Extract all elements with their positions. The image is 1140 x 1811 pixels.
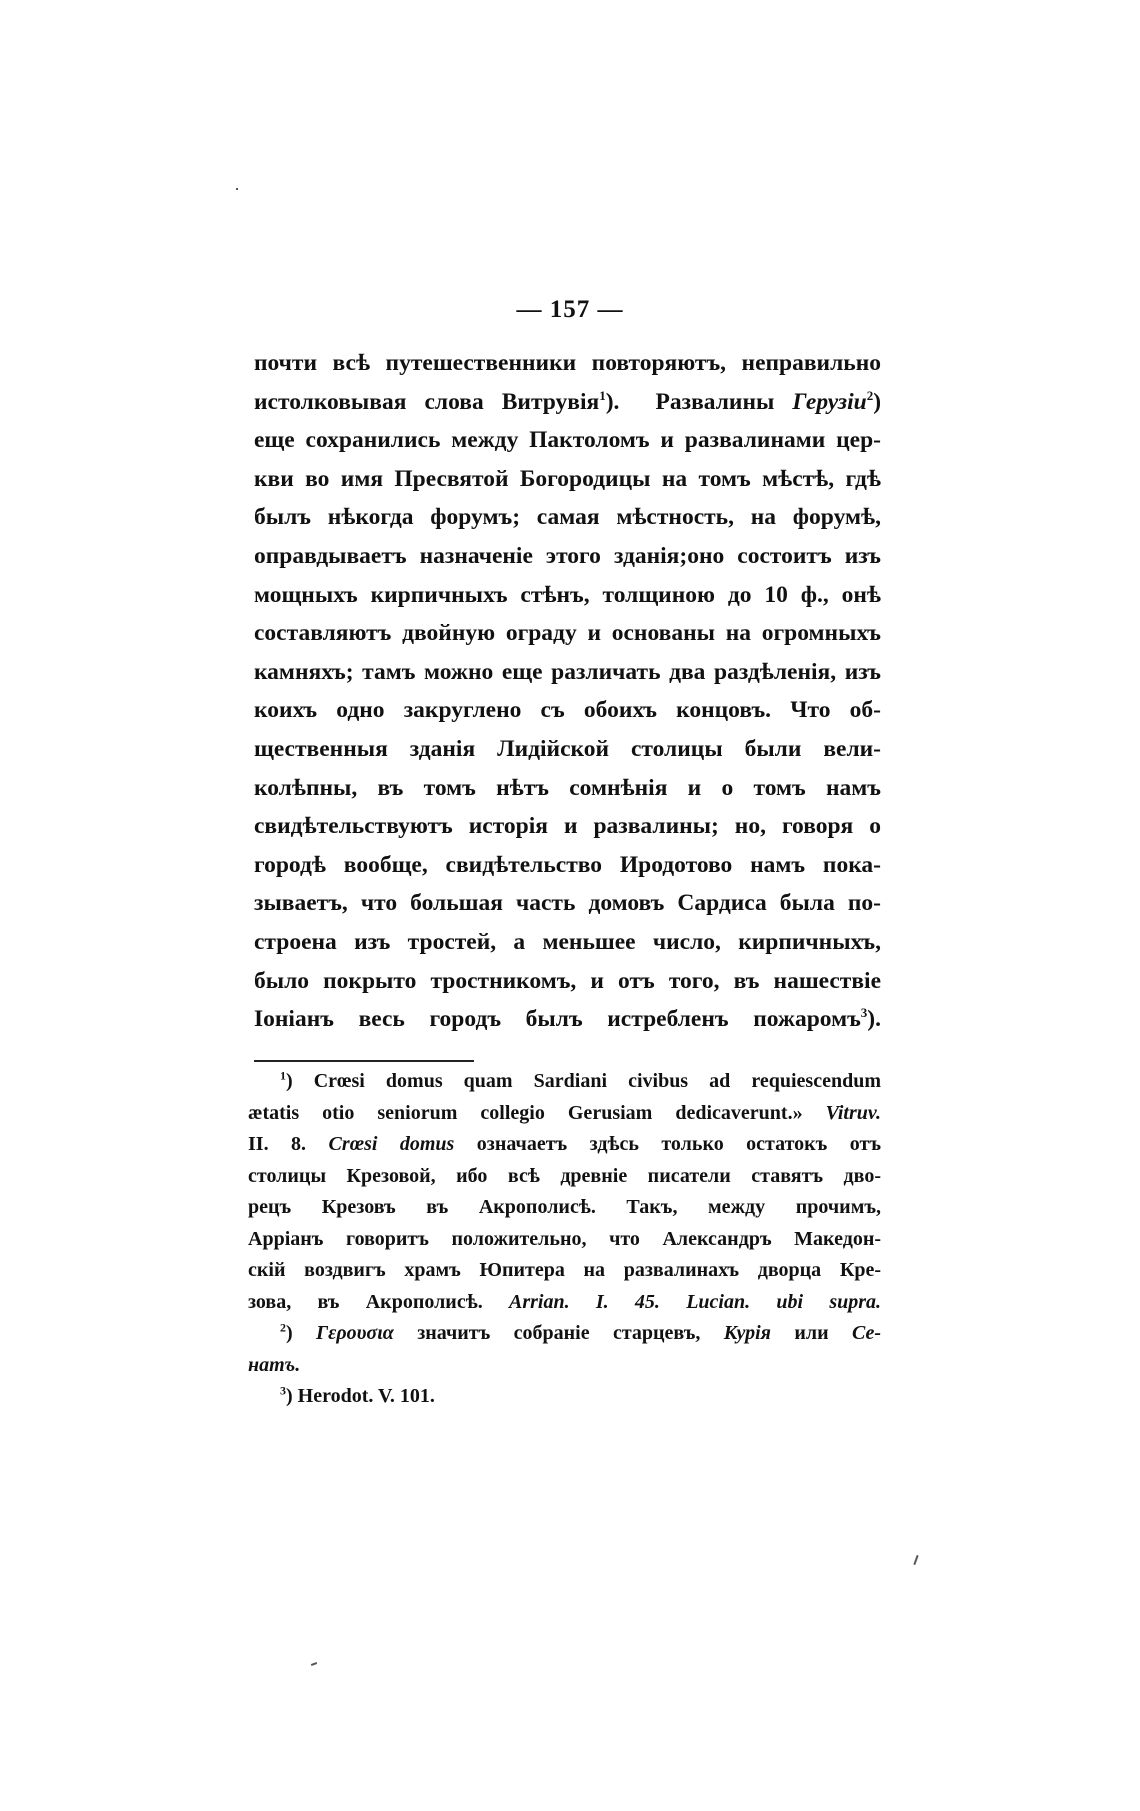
body-line-text: ). bbox=[605, 388, 620, 415]
body-line: камняхъ; тамъ можно еще различать два раздѣленія, изъ bbox=[254, 658, 881, 685]
body-line: кви во имя Пресвятой Богородицы на томъ мѣстѣ, гдѣ bbox=[254, 465, 881, 492]
footnote-ref: 1 bbox=[599, 387, 606, 403]
footnote-1-line bbox=[248, 1129, 881, 1161]
body-line: мощныхъ кирпичныхъ стѣнъ, толщиною до 10 ф., онѣ bbox=[254, 581, 881, 608]
scan-speck bbox=[311, 1662, 317, 1666]
body-line: свидѣтельствуютъ исторія и развалины; но, говоря о bbox=[254, 813, 881, 840]
scan-speck bbox=[913, 1555, 918, 1565]
footnote-mark: 1 bbox=[280, 1068, 286, 1083]
body-line-text: ). bbox=[867, 1006, 881, 1033]
body-line: почти всѣ путешественники повторяютъ, неправильно bbox=[254, 350, 881, 376]
footnote-1-line: столицы Крезовой, ибо всѣ древніе писатели ставятъ дво- bbox=[248, 1164, 881, 1187]
body-line: еще сохранились между Пактоломъ и развалинами цер- bbox=[254, 427, 881, 454]
footnote-ref: 2 bbox=[866, 387, 874, 403]
footnote-1-line bbox=[248, 1098, 881, 1130]
italic-term: Γερουσια bbox=[316, 1322, 394, 1344]
body-line bbox=[254, 1000, 881, 1039]
body-line: городѣ вообще, свидѣтельство Иродотово намъ пока- bbox=[254, 851, 881, 878]
footnote-1-line bbox=[248, 1287, 881, 1319]
body-line: былъ нѣкогда форумъ; самая мѣстность, на форумѣ, bbox=[254, 504, 881, 531]
body-line: щественныя зданія Лидійской столицы были вели- bbox=[254, 735, 881, 762]
body-line: составляютъ двойную ограду и основаны на огромныхъ bbox=[254, 620, 881, 647]
footnote-ref: 3 bbox=[860, 1005, 868, 1021]
footnote-1-line bbox=[248, 1066, 881, 1098]
body-line: строена изъ тростей, а меньшее число, кирпичныхъ, bbox=[254, 928, 881, 955]
italic-term: Герузіи bbox=[792, 388, 867, 415]
italic-term: Курія bbox=[723, 1322, 771, 1344]
footnote-text: ) Herodot. V. 101. bbox=[286, 1385, 435, 1407]
scan-speck bbox=[236, 188, 238, 190]
body-text bbox=[254, 344, 881, 1039]
body-line: оправдываетъ назначеніе этого зданія;оно состоитъ изъ bbox=[254, 542, 881, 569]
italic-term: Crœsi domus bbox=[328, 1133, 455, 1155]
footnote-text: означаетъ здѣсь только остатокъ отъ bbox=[476, 1133, 881, 1155]
footnote-text: значитъ собраніе старцевъ, bbox=[417, 1322, 701, 1344]
body-line-text: Развалины bbox=[655, 388, 775, 415]
italic-term: Vitruv. bbox=[825, 1101, 881, 1124]
footnote-text: ) Crœsi domus quam Sardiani civibus ad requiescendum bbox=[286, 1070, 881, 1092]
footnote-2-line bbox=[248, 1350, 881, 1382]
body-line-text: ) bbox=[873, 388, 881, 415]
footnotes bbox=[248, 1066, 881, 1413]
footnote-3-line bbox=[248, 1381, 881, 1413]
page-number: — 157 — bbox=[516, 296, 624, 323]
footnote-text: зова, въ Акрополисѣ. bbox=[248, 1290, 483, 1313]
body-line-text: истолковывая слова Витрувія bbox=[254, 388, 600, 415]
body-line: колѣпны, въ томъ нѣтъ сомнѣнія и о томъ намъ bbox=[254, 774, 881, 801]
body-line: коихъ одно закруглено съ обоихъ концовъ. Что об- bbox=[254, 697, 881, 724]
footnote-text: или bbox=[794, 1322, 829, 1344]
footnote-2-line: $^2$) Γερουσια значитъ собраніе старцевъ, Курія или Се- bbox=[280, 1320, 881, 1344]
footnote-text: ætatis otio seniorum collegio Gerusiam dedicaverunt.» bbox=[248, 1101, 803, 1124]
footnote-mark: 2 bbox=[280, 1320, 286, 1335]
footnote-divider bbox=[254, 1060, 474, 1062]
footnote-text: II. 8. bbox=[248, 1133, 307, 1155]
italic-term: натъ. bbox=[248, 1353, 301, 1376]
body-line: было покрыто тростникомъ, и отъ того, въ нашествіе bbox=[254, 967, 881, 994]
footnote-1-line: рецъ Крезовъ въ Акрополисѣ. Такъ, между прочимъ, bbox=[248, 1196, 881, 1218]
footnote-mark: 3 bbox=[280, 1383, 286, 1398]
body-line bbox=[254, 383, 881, 422]
body-line-text: Іоніанъ весь городъ былъ истребленъ пожаромъ bbox=[254, 1006, 861, 1033]
italic-term: Arrian. I. 45. Lucian. ubi supra. bbox=[509, 1290, 881, 1313]
footnote-1-line: скій воздвигъ храмъ Юпитера на развалинахъ дворца Кре- bbox=[248, 1259, 881, 1281]
footnote-1-line: Арріанъ говоритъ положительно, что Александръ Македон- bbox=[248, 1227, 881, 1250]
body-line: зываетъ, что большая часть домовъ Сардиса была по- bbox=[254, 890, 881, 917]
italic-term: Се- bbox=[852, 1322, 881, 1344]
